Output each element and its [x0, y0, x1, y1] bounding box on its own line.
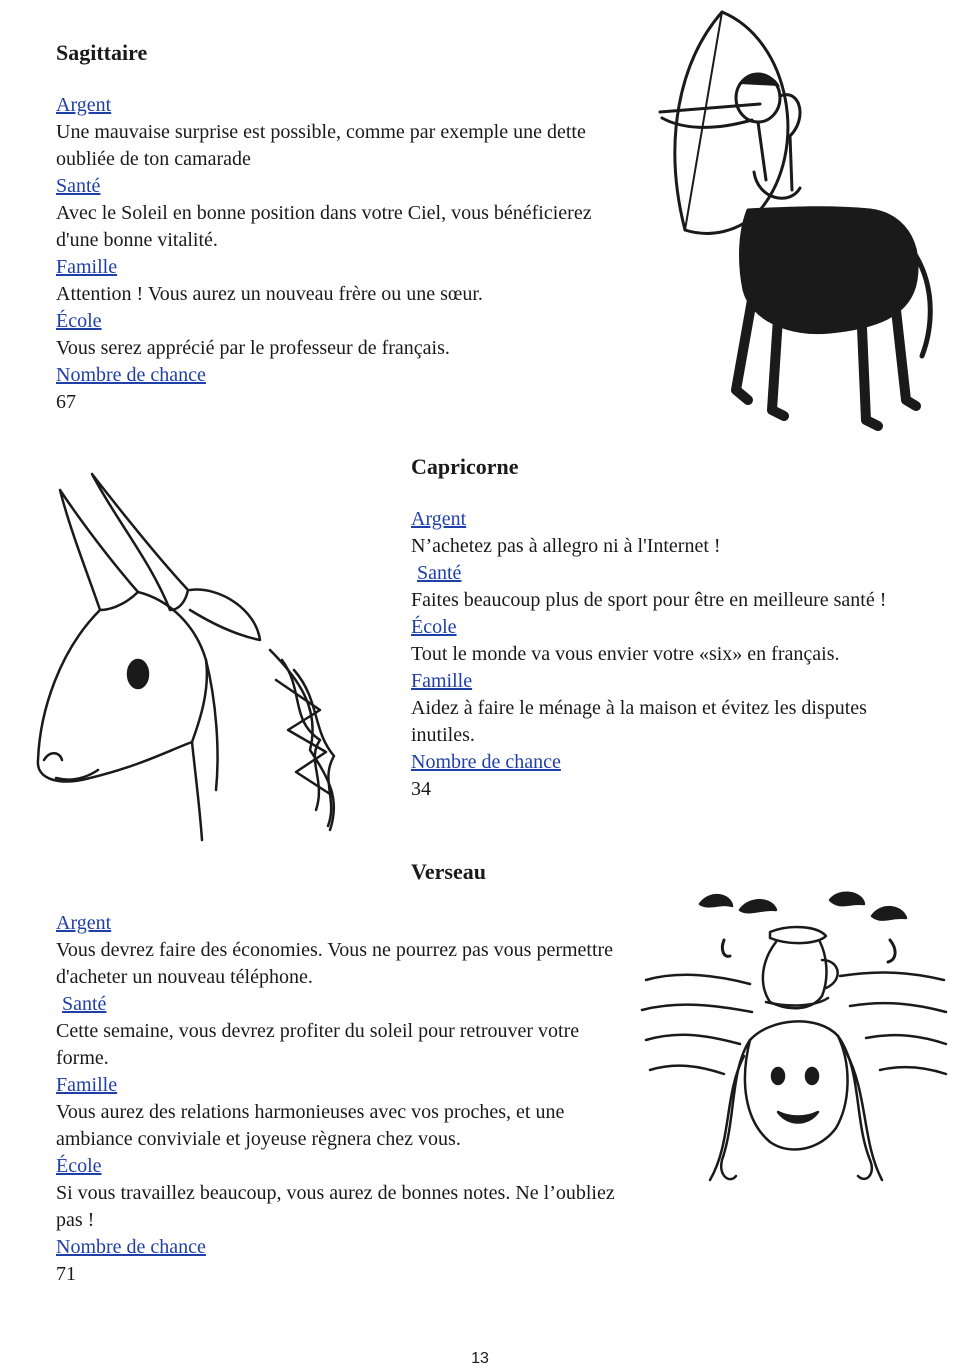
- sagittaire-chance-value: 67: [56, 391, 76, 413]
- verseau-ecole-label: École: [56, 1155, 102, 1177]
- capricorne-argent-label: Argent: [411, 508, 467, 530]
- centaur-archer-sketch-icon: [640, 0, 940, 450]
- verseau-famille-label: Famille: [56, 1074, 118, 1096]
- capricorne-chance-label: Nombre de chance: [411, 751, 561, 773]
- verseau-argent-text: Vous devrez faire des économies. Vous ne pourrez pas vous permettre d'acheter un nouveau téléphone.: [56, 939, 614, 988]
- verseau-argent-label: Argent: [56, 912, 112, 934]
- sagittaire-famille-text: Attention ! Vous aurez un nouveau frère ou une sœur.: [56, 283, 483, 305]
- sagittaire-sante-label: Santé: [56, 175, 101, 197]
- verseau-sante-text: Cette semaine, vous devrez profiter du soleil pour retrouver votre forme.: [56, 1020, 580, 1069]
- sagittaire-argent-text: Une mauvaise surprise est possible, comme par exemple une dette oubliée de ton camarade: [56, 121, 586, 170]
- capricorne-famille-text: Aidez à faire le ménage à la maison et évitez les disputes inutiles.: [411, 697, 867, 746]
- capricorne-block: [411, 506, 931, 803]
- capricorne-chance-value: 34: [411, 778, 431, 800]
- sagittaire-ecole-text: Vous serez apprécié par le professeur de français.: [56, 337, 450, 359]
- sagittaire-title: Sagittaire: [56, 40, 148, 65]
- verseau-block: [56, 910, 631, 1288]
- capricorne-ecole-text: Tout le monde va vous envier votre «six» en français.: [411, 643, 840, 665]
- capricorne-famille-label: Famille: [411, 670, 473, 692]
- verseau-sante-label: Santé: [62, 993, 107, 1015]
- sagittaire-ecole-label: École: [56, 310, 102, 332]
- verseau-famille-text: Vous aurez des relations harmonieuses avec vos proches, et une ambiance conviviale et joyeuse règnera chez vous.: [56, 1101, 565, 1150]
- verseau-title: Verseau: [411, 859, 486, 884]
- capricorne-sante-text: Faites beaucoup plus de sport pour être en meilleure santé !: [411, 589, 887, 611]
- water-bearer-sketch-icon: [640, 880, 950, 1190]
- sagittaire-famille-label: Famille: [56, 256, 118, 278]
- verseau-chance-label: Nombre de chance: [56, 1236, 206, 1258]
- sagittaire-chance-label: Nombre de chance: [56, 364, 206, 386]
- capricorne-sante-label: Santé: [417, 562, 462, 584]
- sagittaire-sante-text: Avec le Soleil en bonne position dans votre Ciel, vous bénéficierez d'une bonne vitalité.: [56, 202, 592, 251]
- sagittaire-block: [56, 92, 616, 416]
- capricorne-ecole-label: École: [411, 616, 457, 638]
- sagittaire-argent-label: Argent: [56, 94, 112, 116]
- capricorne-title: Capricorne: [411, 454, 519, 479]
- page-number: 13: [471, 1350, 489, 1367]
- verseau-chance-value: 71: [56, 1263, 76, 1285]
- goat-head-sketch-icon: [20, 460, 380, 850]
- verseau-ecole-text: Si vous travaillez beaucoup, vous aurez de bonnes notes. Ne l’oubliez pas !: [56, 1182, 615, 1231]
- capricorne-argent-text: N’achetez pas à allegro ni à l'Internet !: [411, 535, 721, 557]
